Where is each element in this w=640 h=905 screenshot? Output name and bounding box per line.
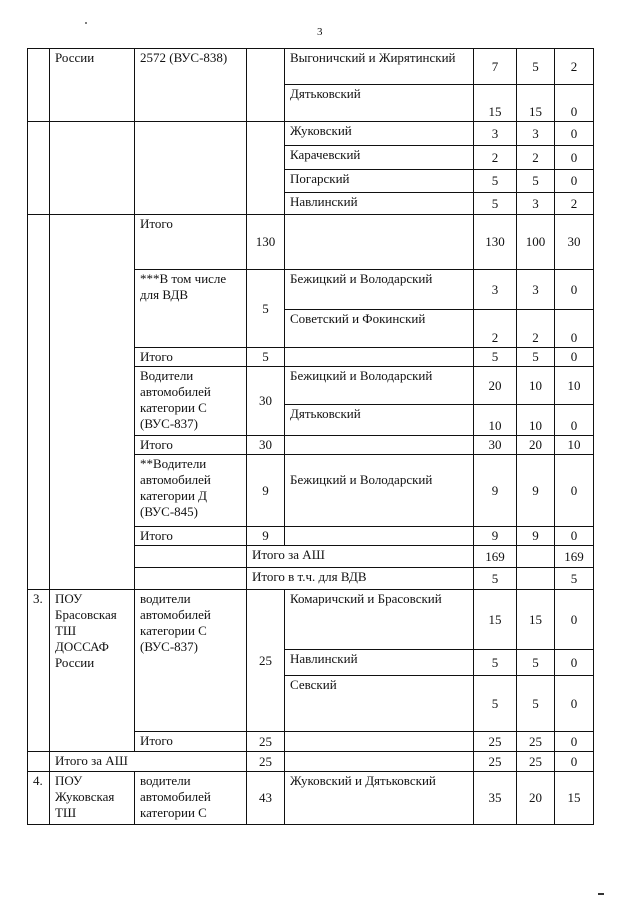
- count-cell: 5: [474, 568, 517, 590]
- table-row: [28, 772, 594, 825]
- vus-cell: ***В том числе для ВДВ: [135, 270, 247, 348]
- count-cell: 130: [247, 215, 285, 270]
- school-cell: ПОУ Брасовская ТШ ДОССАФ России: [50, 590, 135, 752]
- index-cell: [28, 122, 50, 215]
- vus-cell: Водители автомобилей категории С (ВУС-837): [135, 367, 247, 436]
- assigned-cell: 25: [517, 752, 555, 772]
- remainder-cell: 0: [555, 590, 594, 650]
- assigned-cell: 15: [517, 590, 555, 650]
- remainder-cell: 0: [555, 732, 594, 752]
- total-cell: 3: [474, 122, 517, 146]
- count-cell: 25: [247, 732, 285, 752]
- remainder-cell: 10: [555, 436, 594, 455]
- total-cell: 9: [474, 455, 517, 527]
- total-cell: 5: [474, 348, 517, 367]
- school-cell: России: [50, 49, 135, 122]
- assigned-cell: 25: [517, 732, 555, 752]
- count-cell: 9: [247, 527, 285, 546]
- district-cell: [285, 348, 474, 367]
- total-cell: 25: [474, 732, 517, 752]
- remainder-cell: 2: [555, 49, 594, 85]
- count-cell: 9: [247, 455, 285, 527]
- assigned-cell: 5: [517, 676, 555, 732]
- total-cell: 20: [474, 367, 517, 405]
- total-cell: 169: [555, 546, 594, 568]
- district-cell: Комаричский и Брасовский: [285, 590, 474, 650]
- assigned-cell: 2: [517, 146, 555, 170]
- remainder-cell: 0: [555, 348, 594, 367]
- school-total-label: Итого в т.ч. для ВДВ: [247, 568, 474, 590]
- assigned-cell: 20: [517, 772, 555, 825]
- assigned-cell: 3: [517, 193, 555, 215]
- total-cell: 2: [474, 310, 517, 348]
- count-cell: 25: [247, 590, 285, 732]
- school-cell: ПОУ Жуковская ТШ: [50, 772, 135, 825]
- remainder-cell: 0: [555, 455, 594, 527]
- remainder-cell: 0: [555, 270, 594, 310]
- count-cell: 25: [247, 752, 285, 772]
- assigned-cell: 100: [517, 215, 555, 270]
- assigned-cell: 5: [517, 650, 555, 676]
- total-cell: 5: [474, 170, 517, 193]
- assigned-cell: 5: [517, 49, 555, 85]
- index-cell: 3.: [28, 590, 50, 752]
- subtotal-label: Итого: [135, 527, 247, 546]
- school-total-label: Итого за АШ: [50, 752, 247, 772]
- district-cell: [285, 215, 474, 270]
- total-cell: 25: [474, 752, 517, 772]
- total-cell: 5: [474, 650, 517, 676]
- district-cell: Погарский: [285, 170, 474, 193]
- school-cell: [50, 122, 135, 215]
- vus-cell: [135, 122, 247, 215]
- page-number: 3: [317, 26, 323, 38]
- count-cell: 30: [247, 436, 285, 455]
- count-cell: 169: [474, 546, 517, 568]
- district-cell: Выгоничский и Жирятинский: [285, 49, 474, 85]
- total-cell: 15: [474, 85, 517, 122]
- district-cell: [285, 527, 474, 546]
- total-cell: 130: [474, 215, 517, 270]
- vus-cell: 2572 (ВУС-838): [135, 49, 247, 122]
- index-cell: [28, 49, 50, 122]
- remainder-cell: 0: [555, 85, 594, 122]
- school-cell: [50, 215, 135, 590]
- vus-cell: водители автомобилей категории С: [135, 772, 247, 825]
- assigned-cell: 3: [517, 270, 555, 310]
- count-cell: 5: [247, 270, 285, 348]
- remainder-cell: 0: [555, 752, 594, 772]
- assigned-cell: 5: [517, 170, 555, 193]
- district-cell: Дятьковский: [285, 405, 474, 436]
- district-cell: Жуковский: [285, 122, 474, 146]
- district-cell: [285, 436, 474, 455]
- district-cell: Советский и Фокинский: [285, 310, 474, 348]
- assigned-cell: 10: [517, 367, 555, 405]
- school-total-label: Итого за АШ: [247, 546, 474, 568]
- table-row: [28, 122, 594, 146]
- assigned-cell: 9: [517, 455, 555, 527]
- assigned-cell: 9: [517, 527, 555, 546]
- assigned-cell: 20: [517, 436, 555, 455]
- remainder-cell: 0: [555, 122, 594, 146]
- district-cell: Навлинский: [285, 193, 474, 215]
- table-row: [28, 752, 594, 772]
- vus-cell: водители автомобилей категории С (ВУС-837): [135, 590, 247, 732]
- total-cell: 30: [474, 436, 517, 455]
- total-cell: 3: [474, 270, 517, 310]
- index-cell: [28, 752, 50, 772]
- district-cell: Навлинский: [285, 650, 474, 676]
- subtotal-label: Итого: [135, 732, 247, 752]
- assigned-cell: 10: [517, 405, 555, 436]
- count-cell: 30: [247, 367, 285, 436]
- remainder-cell: 0: [555, 527, 594, 546]
- count-cell: [247, 49, 285, 122]
- subtotal-label: Итого: [135, 215, 247, 270]
- district-cell: [517, 568, 555, 590]
- total-cell: 7: [474, 49, 517, 85]
- index-cell: 4.: [28, 772, 50, 825]
- scan-speck: [85, 22, 87, 24]
- index-cell: [28, 215, 50, 590]
- count-cell: 5: [247, 348, 285, 367]
- subtotal-label: Итого: [135, 348, 247, 367]
- index-cell: [135, 546, 247, 568]
- assigned-cell: 2: [517, 310, 555, 348]
- total-cell: 5: [474, 193, 517, 215]
- table-row: [28, 590, 594, 650]
- district-cell: [285, 732, 474, 752]
- total-cell: 15: [474, 590, 517, 650]
- remainder-cell: 10: [555, 367, 594, 405]
- assigned-cell: 5: [517, 348, 555, 367]
- count-cell: 43: [247, 772, 285, 825]
- count-cell: [247, 122, 285, 215]
- district-cell: Бежицкий и Володарский: [285, 270, 474, 310]
- remainder-cell: 0: [555, 650, 594, 676]
- table-row: [28, 49, 594, 85]
- subtotal-label: Итого: [135, 436, 247, 455]
- district-cell: Бежицкий и Володарский: [285, 367, 474, 405]
- total-cell: 2: [474, 146, 517, 170]
- total-cell: 5: [555, 568, 594, 590]
- district-cell: Бежицкий и Володарский: [285, 455, 474, 527]
- remainder-cell: 2: [555, 193, 594, 215]
- district-cell: Севский: [285, 676, 474, 732]
- remainder-cell: 0: [555, 170, 594, 193]
- remainder-cell: 0: [555, 676, 594, 732]
- vus-cell: **Водители автомобилей категории Д (ВУС-845): [135, 455, 247, 527]
- remainder-cell: 15: [555, 772, 594, 825]
- assigned-cell: 3: [517, 122, 555, 146]
- total-cell: 9: [474, 527, 517, 546]
- total-cell: 10: [474, 405, 517, 436]
- remainder-cell: 0: [555, 405, 594, 436]
- remainder-cell: 0: [555, 146, 594, 170]
- district-cell: [285, 752, 474, 772]
- table-row: [28, 215, 594, 270]
- remainder-cell: 30: [555, 215, 594, 270]
- index-cell: [135, 568, 247, 590]
- allocation-table: [27, 48, 594, 825]
- district-cell: [517, 546, 555, 568]
- scan-speck: [598, 893, 604, 895]
- assigned-cell: 15: [517, 85, 555, 122]
- remainder-cell: 0: [555, 310, 594, 348]
- district-cell: Жуковский и Дятьковский: [285, 772, 474, 825]
- total-cell: 5: [474, 676, 517, 732]
- district-cell: Дятьковский: [285, 85, 474, 122]
- total-cell: 35: [474, 772, 517, 825]
- district-cell: Карачевский: [285, 146, 474, 170]
